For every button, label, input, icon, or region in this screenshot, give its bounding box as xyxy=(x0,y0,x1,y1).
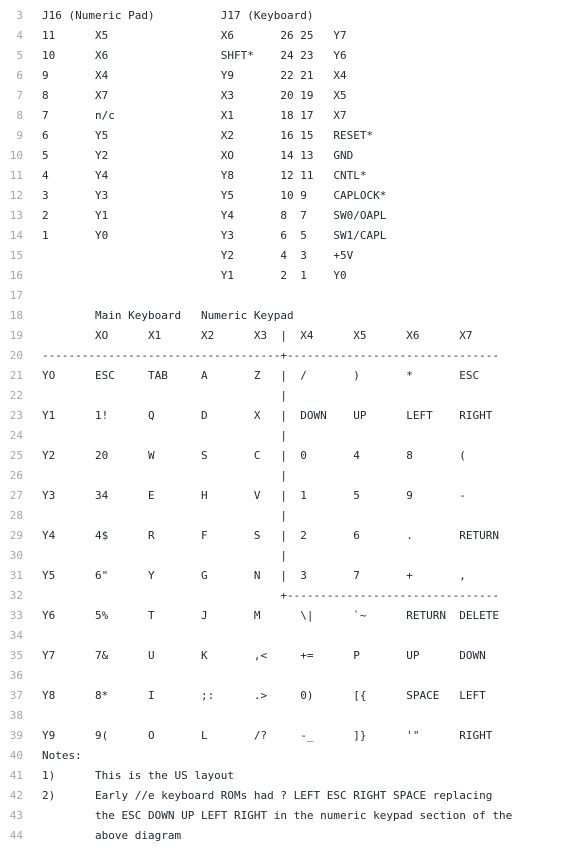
code-line xyxy=(0,826,588,846)
line-number[interactable]: 10 xyxy=(9,149,23,162)
line-number[interactable]: 42 xyxy=(9,789,23,802)
code-line xyxy=(0,126,588,146)
line-number[interactable]: 31 xyxy=(9,569,23,582)
code-line xyxy=(0,746,588,766)
line-text: Y1 1! Q D X | DOWN UP LEFT RIGHT xyxy=(42,409,493,422)
line-number[interactable]: 39 xyxy=(9,729,23,742)
line-text: J16 (Numeric Pad) J17 (Keyboard) xyxy=(42,9,314,22)
line-number[interactable]: 25 xyxy=(9,449,23,462)
code-viewer xyxy=(0,6,588,846)
code-line xyxy=(0,706,588,726)
line-number[interactable]: 22 xyxy=(9,389,23,402)
line-number[interactable]: 3 xyxy=(16,9,23,22)
line-number[interactable]: 38 xyxy=(9,709,23,722)
code-line xyxy=(0,666,588,686)
line-text: 1 Y0 Y3 6 5 SW1/CAPL xyxy=(42,229,387,242)
line-text: 10 X6 SHFT* 24 23 Y6 xyxy=(42,49,347,62)
code-line xyxy=(0,806,588,826)
code-line xyxy=(0,566,588,586)
line-text: Main Keyboard Numeric Keypad xyxy=(42,309,294,322)
line-text: 4 Y4 Y8 12 11 CNTL* xyxy=(42,169,367,182)
line-number[interactable]: 26 xyxy=(9,469,23,482)
line-text: Y5 6" Y G N | 3 7 + , xyxy=(42,569,466,582)
line-number[interactable]: 4 xyxy=(16,29,23,42)
line-number[interactable]: 5 xyxy=(16,49,23,62)
line-text: | xyxy=(42,429,288,442)
code-line xyxy=(0,426,588,446)
code-line xyxy=(0,446,588,466)
line-text: 8 X7 X3 20 19 X5 xyxy=(42,89,347,102)
code-line xyxy=(0,606,588,626)
code-line xyxy=(0,546,588,566)
code-line xyxy=(0,246,588,266)
code-line xyxy=(0,106,588,126)
code-line xyxy=(0,306,588,326)
code-line xyxy=(0,626,588,646)
line-number[interactable]: 43 xyxy=(9,809,23,822)
line-text: | xyxy=(42,549,288,562)
line-text: Y9 9( O L /? -_ ]} '" RIGHT xyxy=(42,729,493,742)
line-number[interactable]: 20 xyxy=(9,349,23,362)
line-text: Y4 4$ R F S | 2 6 . RETURN xyxy=(42,529,499,542)
code-line xyxy=(0,346,588,366)
line-number[interactable]: 19 xyxy=(9,329,23,342)
line-number[interactable]: 30 xyxy=(9,549,23,562)
line-text: | xyxy=(42,469,288,482)
line-text: 11 X5 X6 26 25 Y7 xyxy=(42,29,347,42)
line-text: YO ESC TAB A Z | / ) * ESC xyxy=(42,369,480,382)
line-text: 6 Y5 X2 16 15 RESET* xyxy=(42,129,374,142)
code-line xyxy=(0,286,588,306)
line-text: 9 X4 Y9 22 21 X4 xyxy=(42,69,347,82)
code-line xyxy=(0,26,588,46)
line-text: | xyxy=(42,389,288,402)
line-text: 2 Y1 Y4 8 7 SW0/OAPL xyxy=(42,209,387,222)
code-line xyxy=(0,66,588,86)
line-number[interactable]: 32 xyxy=(9,589,23,602)
line-number[interactable]: 27 xyxy=(9,489,23,502)
line-number[interactable]: 24 xyxy=(9,429,23,442)
line-number[interactable]: 11 xyxy=(9,169,23,182)
code-line xyxy=(0,486,588,506)
line-text: Y7 7& U K ,< += P UP DOWN xyxy=(42,649,486,662)
code-line xyxy=(0,266,588,286)
code-line xyxy=(0,646,588,666)
line-text: +-------------------------------- xyxy=(42,589,499,602)
line-number[interactable]: 40 xyxy=(9,749,23,762)
line-text xyxy=(42,706,588,726)
line-text: 2) Early //e keyboard ROMs had ? LEFT ESC RIGHT SPACE replacing xyxy=(42,789,493,802)
code-line xyxy=(0,466,588,486)
line-number[interactable]: 13 xyxy=(9,209,23,222)
code-line xyxy=(0,526,588,546)
line-number[interactable]: 18 xyxy=(9,309,23,322)
line-number[interactable]: 23 xyxy=(9,409,23,422)
code-line xyxy=(0,86,588,106)
line-text xyxy=(42,666,588,686)
line-text: XO X1 X2 X3 | X4 X5 X6 X7 xyxy=(42,329,473,342)
code-line xyxy=(0,226,588,246)
code-line xyxy=(0,506,588,526)
code-line xyxy=(0,386,588,406)
line-text xyxy=(42,626,588,646)
code-line xyxy=(0,326,588,346)
line-number[interactable]: 37 xyxy=(9,689,23,702)
line-text: Y2 4 3 +5V xyxy=(42,249,354,262)
code-line xyxy=(0,786,588,806)
code-line xyxy=(0,686,588,706)
line-text: | xyxy=(42,509,288,522)
line-text: Y3 34 E H V | 1 5 9 - xyxy=(42,489,466,502)
line-number[interactable]: 21 xyxy=(9,369,23,382)
code-line xyxy=(0,406,588,426)
code-line xyxy=(0,46,588,66)
line-number[interactable]: 17 xyxy=(9,289,23,302)
line-number[interactable]: 29 xyxy=(9,529,23,542)
line-text: 1) This is the US layout xyxy=(42,769,235,782)
line-number[interactable]: 28 xyxy=(9,509,23,522)
line-text: Notes: xyxy=(42,749,82,762)
code-line xyxy=(0,186,588,206)
line-number[interactable]: 44 xyxy=(9,829,23,842)
line-text: Y6 5% T J M \| `~ RETURN DELETE xyxy=(42,609,499,622)
line-number[interactable]: 16 xyxy=(9,269,23,282)
code-line xyxy=(0,586,588,606)
line-number[interactable]: 12 xyxy=(9,189,23,202)
line-number[interactable]: 6 xyxy=(16,69,23,82)
line-text: Y8 8* I ;: .> 0) [{ SPACE LEFT xyxy=(42,689,486,702)
code-line xyxy=(0,6,588,26)
code-line xyxy=(0,206,588,226)
code-line xyxy=(0,766,588,786)
line-text: 7 n/c X1 18 17 X7 xyxy=(42,109,347,122)
code-line xyxy=(0,366,588,386)
line-number[interactable]: 35 xyxy=(9,649,23,662)
line-number[interactable]: 7 xyxy=(16,89,23,102)
code-line xyxy=(0,166,588,186)
line-number[interactable]: 36 xyxy=(9,669,23,682)
code-line xyxy=(0,726,588,746)
line-number[interactable]: 15 xyxy=(9,249,23,262)
line-number[interactable]: 41 xyxy=(9,769,23,782)
line-text: above diagram xyxy=(42,829,182,842)
line-number[interactable]: 8 xyxy=(16,109,23,122)
line-number[interactable]: 14 xyxy=(9,229,23,242)
line-text: 3 Y3 Y5 10 9 CAPLOCK* xyxy=(42,189,387,202)
line-text: ------------------------------------+-------------------------------- xyxy=(42,349,499,362)
line-text: Y1 2 1 Y0 xyxy=(42,269,347,282)
line-text xyxy=(42,286,588,306)
line-number[interactable]: 9 xyxy=(16,129,23,142)
line-text: 5 Y2 XO 14 13 GND xyxy=(42,149,354,162)
line-text: the ESC DOWN UP LEFT RIGHT in the numeric keypad section of the xyxy=(42,809,513,822)
line-number[interactable]: 34 xyxy=(9,629,23,642)
line-number[interactable]: 33 xyxy=(9,609,23,622)
code-line xyxy=(0,146,588,166)
line-text: Y2 20 W S C | 0 4 8 ( xyxy=(42,449,466,462)
